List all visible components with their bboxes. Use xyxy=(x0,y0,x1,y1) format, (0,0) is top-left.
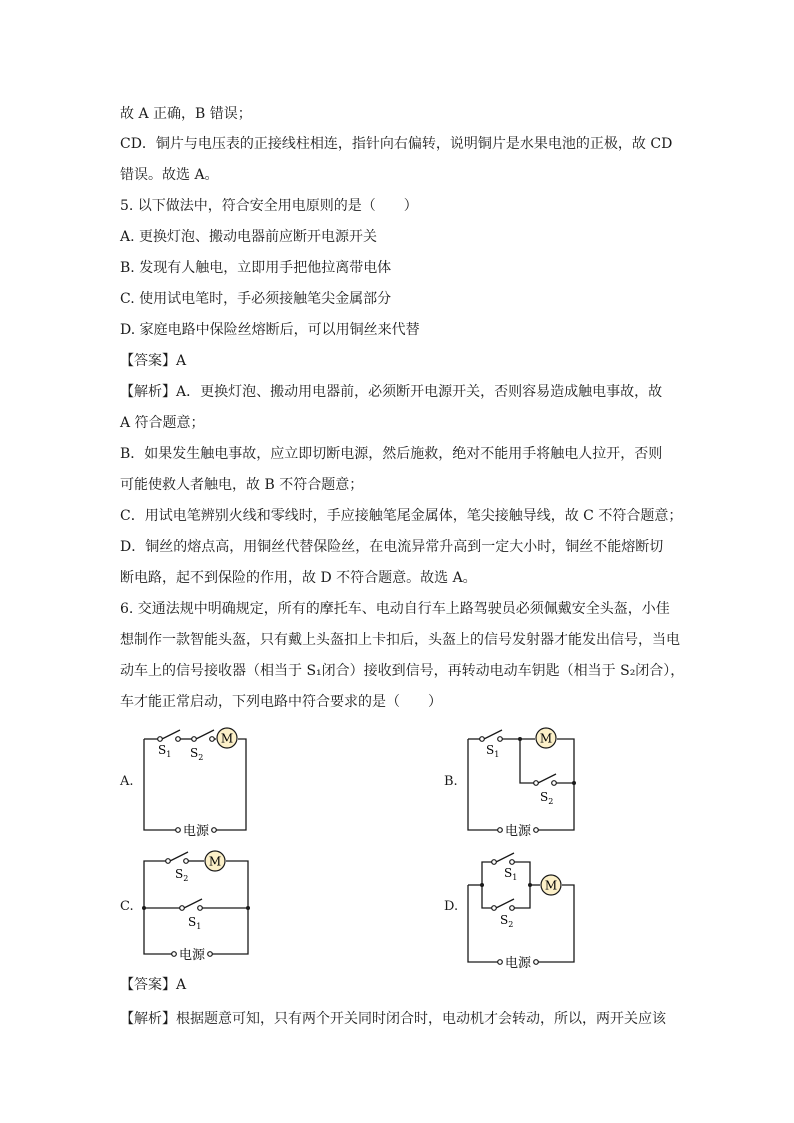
question-5-analysis-2: A 符合题意； xyxy=(120,415,205,431)
question-5-analysis-6: D．铜丝的熔点高，用铜丝代替保险丝，在电流异常升高到一定大小时，铜丝不能熔断切 xyxy=(120,539,664,555)
circuit-d-diagram xyxy=(464,848,589,971)
circuit-a-diagram xyxy=(140,726,260,839)
circuit-b-label: B. xyxy=(444,774,458,789)
question-5-option-b: B. 发现有人触电，立即用手把他拉离带电体 xyxy=(120,260,392,276)
circuit-b-motor-label: M xyxy=(539,731,553,746)
circuit-a-source-label: 电源 xyxy=(182,824,210,839)
question-5-option-d: D. 家庭电路中保险丝熔断后，可以用铜丝来代替 xyxy=(120,322,420,338)
question-5-analysis-3: B．如果发生触电事故，应立即切断电源，然后施救，绝对不能用手将触电人拉开，否则 xyxy=(120,446,663,462)
circuit-b-s2-label: S xyxy=(540,790,549,804)
question-6-stem-2: 想制作一款智能头盔，只有戴上头盔扣上卡扣后，头盔上的信号发射器才能发出信号，当电 xyxy=(120,632,680,648)
circuit-d-s2-sub: 2 xyxy=(508,920,514,929)
circuit-b-diagram xyxy=(464,726,589,839)
svg-text:S1 xyxy=(486,743,499,759)
svg-text:S1 xyxy=(158,743,171,759)
svg-text:S1 xyxy=(188,915,201,931)
circuit-b-s1-sub: 1 xyxy=(494,750,500,759)
text-line-2: CD．铜片与电压表的正接线柱相连，指针向右偏转，说明铜片是水果电池的正极，故 CD xyxy=(120,136,673,152)
question-6-stem-1: 6. 交通法规中明确规定，所有的摩托车、电动自行车上路驾驶员必须佩戴安全头盔，小佳 xyxy=(120,601,670,617)
question-6-answer: 【答案】A xyxy=(120,977,187,993)
circuit-c-s2-sub: 2 xyxy=(183,874,189,883)
svg-text:S2 xyxy=(500,913,513,929)
text-line-1: 故 A 正确，B 错误； xyxy=(120,106,252,122)
question-5-analysis-1: 【解析】A．更换灯泡、搬动用电器前，必须断开电源开关，否则容易造成触电事故，故 xyxy=(120,384,663,400)
question-6-stem-3: 动车上的信号接收器（相当于 S₁闭合）接收到信号，再转动电动车钥匙（相当于 S₂闭合）， xyxy=(120,663,685,679)
circuit-c-source-label: 电源 xyxy=(178,948,206,963)
circuit-c-diagram xyxy=(140,850,260,963)
svg-text:S1 xyxy=(504,866,517,882)
circuit-c-label: C. xyxy=(120,899,134,914)
question-5-option-a: A. 更换灯泡、搬动电器前应断开电源开关 xyxy=(120,229,378,245)
circuit-c-s1-label: S xyxy=(188,915,197,929)
svg-text:S2 xyxy=(175,867,188,883)
circuit-c-s2-label: S xyxy=(175,867,184,881)
circuit-a-s1-label: S xyxy=(158,743,167,757)
question-5-analysis-5: C．用试电笔辨别火线和零线时，手应接触笔尾金属体，笔尖接触导线，故 C 不符合题意； xyxy=(120,508,683,524)
circuit-a-label: A. xyxy=(120,774,134,789)
circuit-c-s1-sub: 1 xyxy=(196,922,202,931)
svg-text:S2 xyxy=(190,746,203,762)
text-line-3: 错误。故选 A。 xyxy=(120,167,219,183)
circuit-d-s1-sub: 1 xyxy=(512,873,518,882)
circuit-a-s2-label: S xyxy=(190,746,199,760)
circuit-b-s2-sub: 2 xyxy=(548,797,554,806)
svg-text:S2 xyxy=(540,790,553,806)
circuit-d-s2-label: S xyxy=(500,913,509,927)
question-5-option-c: C. 使用试电笔时，手必须接触笔尖金属部分 xyxy=(120,291,392,307)
circuit-d-motor-label: M xyxy=(544,878,558,893)
circuit-b-source-label: 电源 xyxy=(504,824,532,839)
circuit-d-s1-label: S xyxy=(504,866,513,880)
circuit-c-motor-label: M xyxy=(208,854,222,869)
question-5-answer: 【答案】A xyxy=(120,353,187,369)
circuit-b-s1-label: S xyxy=(486,743,495,757)
question-5-stem: 5. 以下做法中，符合安全用电原则的是（ ） xyxy=(120,198,418,214)
circuit-a-motor-label: M xyxy=(220,731,234,746)
circuit-d-label: D. xyxy=(444,899,459,914)
circuit-d-source-label: 电源 xyxy=(504,956,532,971)
question-6-stem-4: 车才能正常启动，下列电路中符合要求的是（ ） xyxy=(120,694,442,710)
circuit-a-s2-sub: 2 xyxy=(198,753,204,762)
question-5-analysis-7: 断电路，起不到保险的作用，故 D 不符合题意。故选 A。 xyxy=(120,570,477,586)
question-5-analysis-4: 可能使救人者触电，故 B 不符合题意； xyxy=(120,477,364,493)
circuit-a-s1-sub: 1 xyxy=(166,750,172,759)
question-6-analysis: 【解析】根据题意可知，只有两个开关同时闭合时，电动机才会转动，所以，两开关应该 xyxy=(120,1011,666,1027)
